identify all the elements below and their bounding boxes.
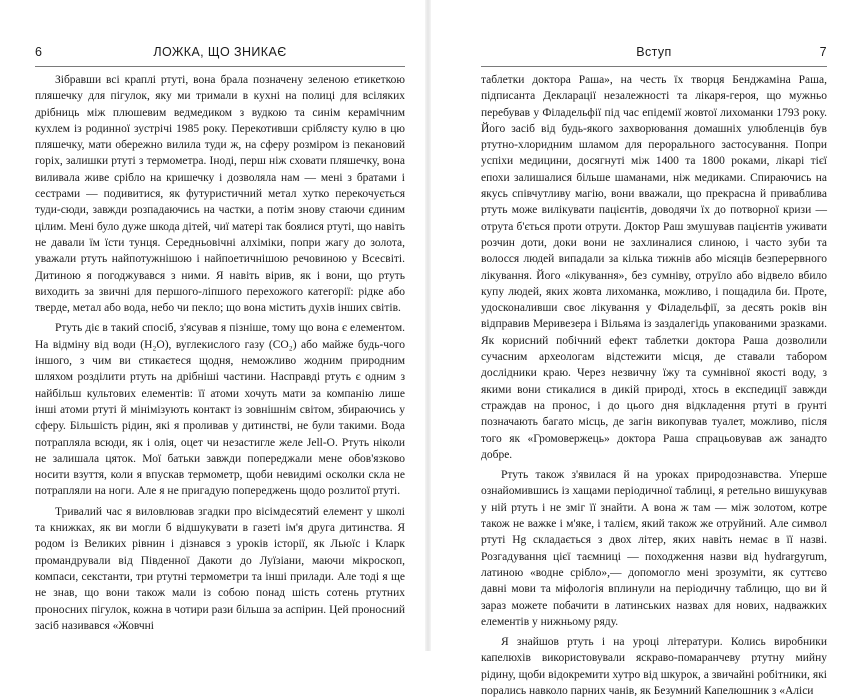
page-number-right: 7 <box>819 45 827 59</box>
paragraph: Я знайшов ртуть і на уроці літератури. Колись виробники капелюхів використовували яскраво-помаранчеву ртутну мийну рідину, щоби відокремити хутро від шкурок, а звичайні робітники, які порались навколо парних чанів, як Безумний Капелюшник з «Аліси <box>481 636 827 697</box>
header-rule-left <box>35 66 405 67</box>
right-page-header <box>481 45 827 63</box>
left-page <box>0 0 428 651</box>
paragraph: Зібравши всі краплі ртуті, вона брала позначену зеленою етикеткою пляшечку для пігулок, яку ми тримали в кухні на полиці для всіляких дрібниць між плюшевим ведмедиком з вудкою та синім керамічним кухлем із родинної зустрічі 1985 року. Перекотивши сріблясту кулю в цю пляшечку, мати обережно вилила туди ж, на сферу розміром із пекановий горіх, залишки ртуті з термометра. Іноді, перш ніж сховати пляшечку, вона виливала живе срібло на кришечку і дозволяла нам — мені з братами і сестрами — подивитися, як футуристичний метал хутко перекочується туди-сюди, завжди розпадаючись на частки, а потім знову стаючи єдиним цілим. Мені було дуже шкода дітей, чиї матері так боялися ртуті, що навіть не давали їм їсти тунця. Середньовічні алхіміки, попри жагу до золота, уважали ртуть найпотужнішою і найпоетичнішою речовиною у Всесвіті. Дитиною я погоджувався з ними. Я навіть вірив, як і вони, що ртуть виходить за звичні для першого-ліпшого перехожого категорії: рідке або тверде, метал або вода, небо чи пекло; що вона містить духів інших світів. <box>35 74 405 315</box>
running-title-right: Вступ <box>636 45 672 59</box>
paragraph: Тривалий час я виловлював згадки про вісімдесятий елемент у школі та книжках, як ви могли б відшукувати в газеті ім'я друга дитинства. Я родом із Великих рівнин і дізнався з уроків історії, як Льюїс і Кларк промандрували від Південної Дакоти до Луїзіани, маючи мікроскоп, компаси, секстанти, три ртутні термометри та інші прилади. Але тоді я ще не знав, що вони також мали із собою понад шість сотень ртутних проносних пігулок, кожна в чотири рази більша за аспірин. Цей проносний засіб називався «Жовчні <box>35 505 405 632</box>
right-page-body <box>481 72 827 699</box>
left-page-header <box>35 45 405 63</box>
paragraph: таблетки доктора Раша», на честь їх творця Бенджаміна Раша, підписанта Декларації незалежності та лікаря-героя, що мужньо перебував у Філадельфії під час епідемії жовтої лихоманки 1793 року. Його засіб від будь-якого захворювання домашніх улюбленців був ртутно-хлоридним шламом для перорального застосування. Попри успіхи медицини, досягнуті між 1400 та 1800 роками, лікарі тієї епохи залишалися більше шаманами, ніж медиками. Спираючись на якусь співчутливу магію, вони вважали, що прекрасна й привабливa ртуть може вилікувати пацієнтів, доводячи їх до потворної кризи — отрута б'ється проти отрути. Доктор Раш змушував пацієнтів уживати розчин доти, доки вони не захлиналися слиною, і часто зуби та волосся людей випадали за кілька тижнів або місяців безперервного лікування. Його «лікування», без сумніву, отруїло або відвело вбило купу людей, яких жовта лихоманка, можливо, і пощадила би. Проте, удосконаливши своє лікування у Філадельфії, за десять років він відправив Меривезера і Вільяма із заздалегідь упакованими зразками. Як корисний побічний ефект таблетки доктора Раша дозволили сучасним археологам відстежити місця, де ставали табором дослідники краю. Через незвичну їжу та сумнівної якості воду, з якими вони стикалися в дикій природі, хтось в експедиції завжди страждав на пронос, і до цього дня відкладення ртуті в ґрунті позначають багато місць, де загін викопував туалет, можливо, після того як «Громовержець» доктора Раша спрацьовував аж занадто добре. <box>481 74 827 461</box>
paragraph: Ртуть діє в такий спосіб, з'ясував я пізніше, тому що вона є елементом. На відміну від води (H₂O), вуглекислого газу (CO₂) або майже будь-чого іншого, з чим ви стикаєтеся щодня, неможливо жодним природним шляхом розділити ртуть на дрібніші частини. Насправді ртуть є одним з найбільш культових елементів: її атоми хочуть мати за компанію лише інші атоми ртуті й мінімізують контакт із зовнішнім світом, збираючись у сферу. Більшість рідин, які я проливав у дитинстві, не були такими. Вода потраплялa всюди, як і олія, оцет чи незастигле желе Jell-O. Ртуть ніколи не залишала цяток. Мої батьки завжди попереджали мене обов'язково носити взуття, коли я впускав термометр, щоби невидимі осколки скла не потрапляли на ноги. Але я не пригадую попереджень щодо розлитої ртуті. <box>35 322 405 498</box>
left-page-body <box>35 72 405 634</box>
page-number-left: 6 <box>35 45 43 59</box>
header-rule-right <box>481 66 827 67</box>
right-page <box>428 0 856 697</box>
running-title-left: ЛОЖКА, ЩО ЗНИКАЄ <box>153 45 287 59</box>
paragraph: Ртуть також з'явилася й на уроках природознавства. Уперше ознайомившись із хащами періодичної таблиці, я ретельно вишукував у ній ртуть і не зміг її знайти. А вона ж там — між золотом, котре також не важке і м'яке, і талієм, який також же отруйний. Але символ ртуті Hg складається з двох літер, яких навіть немає в її назві. Розгадування цієї таємниці — походження назви від hydrargyrum, латиною «водне срібло»,— допомогло мені зрозуміти, як суттєво давні мови та міфологія вплинули на періодичну таблицю, що ви й зараз можете побачити в латинських назвах для нових, надважких елементів у нижньому ряду. <box>481 469 827 628</box>
